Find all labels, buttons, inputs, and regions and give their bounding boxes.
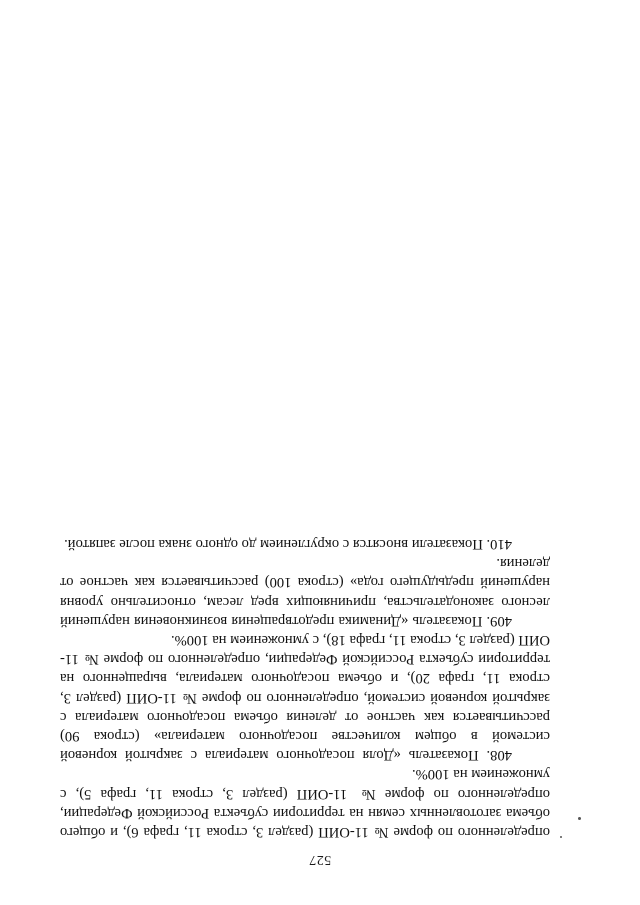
scan-speck: [578, 817, 581, 820]
paragraph-409: 409. Показатель «Динамика предотвращения возникновения нарушений лесного законодательства, причиняющих вред лесам, относительно уровня нарушений предыдущего года» (строка 100) рассчитывается как частное от деления.: [60, 555, 550, 629]
paragraph-408: 408. Показатель «Доля посадочного материала с закрытой корневой системой в общем количестве посадочного материала» (строка 90) рассчитывается как частное от деления объема посадочного материала с закрытой корневой системой, определенного по форме № 11-ОИП (раздел 3, строка 11, графа 20), и объема посадочного материала, выращенного на территории субъекта Российской Федерации, определенного по форме № 11-ОИП (раздел 3, строка 11, графа 18), с умножением на 100%.: [60, 631, 550, 764]
document-body: [60, 534, 550, 841]
scan-speck: [560, 836, 562, 838]
paragraph-continuation: определенного по форме № 11-ОИП (раздел 3, строка 11, графа 6), и общего объема заготовленных семян на территории субъекта Российской Федерации, определенного по форме № 11-ОИП (раздел 3, строка 11, графа 5), с умножением на 100%.: [60, 766, 550, 840]
paragraph-410: 410. Показатели вносятся с округлением до одного знака после запятой.: [64, 535, 512, 552]
page-number: 527: [308, 852, 332, 867]
